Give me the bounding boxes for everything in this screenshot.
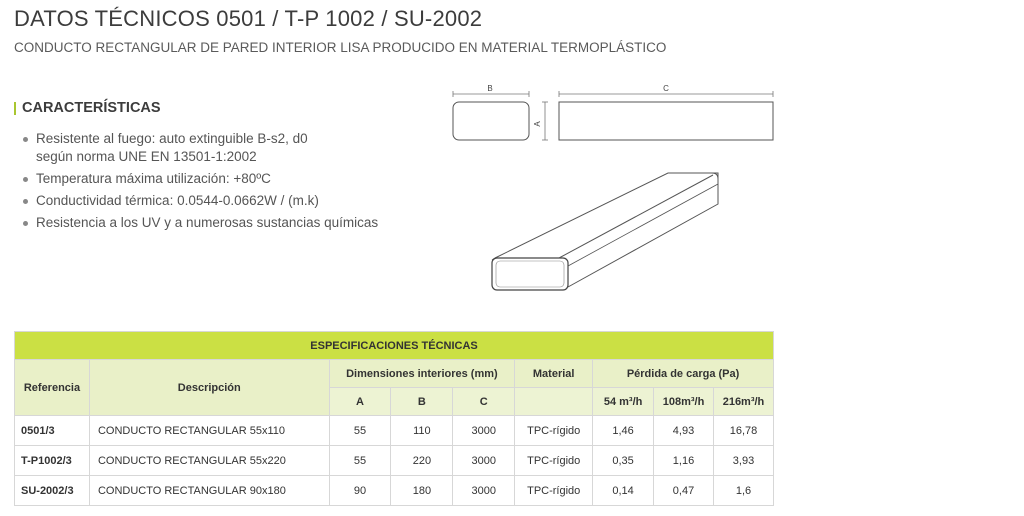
duct-3d-view <box>492 173 718 290</box>
cell-b: 220 <box>391 446 453 476</box>
cell-perdida-54: 1,46 <box>593 416 654 446</box>
cell-a: 55 <box>329 416 391 446</box>
feature-text: Resistente al fuego: auto extinguible B-s2, d0 <box>36 131 308 146</box>
header-descripcion: Descripción <box>89 360 329 416</box>
cell-perdida-108: 4,93 <box>654 416 714 446</box>
feature-item <box>22 192 406 210</box>
cross-section <box>453 102 529 140</box>
header-perdida: Pérdida de carga (Pa) <box>593 360 774 388</box>
cell-perdida-108: 1,16 <box>654 446 714 476</box>
cell-referencia: 0501/3 <box>15 416 90 446</box>
feature-item <box>22 170 406 188</box>
cell-b: 180 <box>391 476 453 506</box>
header-flow-54: 54 m³/h <box>593 388 654 416</box>
cell-perdida-216: 1,6 <box>713 476 773 506</box>
cell-c: 3000 <box>453 446 515 476</box>
feature-text-continued: según norma UNE EN 13501-1:2002 <box>36 149 257 164</box>
header-flow-108: 108m³/h <box>654 388 714 416</box>
cell-material: TPC-rígido <box>515 476 593 506</box>
table-row <box>15 446 774 476</box>
feature-text: Temperatura máxima utilización: +80ºC <box>36 171 271 186</box>
header-c: C <box>453 388 515 416</box>
label-b: B <box>487 84 493 93</box>
cell-material: TPC-rígido <box>515 446 593 476</box>
cell-descripcion: CONDUCTO RECTANGULAR 55x110 <box>89 416 329 446</box>
cell-perdida-216: 16,78 <box>713 416 773 446</box>
header-material-empty <box>515 388 593 416</box>
cell-a: 90 <box>329 476 391 506</box>
accent-bar <box>14 102 16 115</box>
features-heading-label: CARACTERÍSTICAS <box>22 100 161 116</box>
header-material: Material <box>515 360 593 388</box>
cell-perdida-54: 0,35 <box>593 446 654 476</box>
cell-descripcion: CONDUCTO RECTANGULAR 55x220 <box>89 446 329 476</box>
header-dimensiones: Dimensiones interiores (mm) <box>329 360 515 388</box>
cell-a: 55 <box>329 446 391 476</box>
side-view <box>559 102 773 140</box>
page-title: DATOS TÉCNICOS 0501 / T-P 1002 / SU-2002 <box>14 6 483 31</box>
label-c: C <box>663 84 669 93</box>
features-list <box>22 130 406 236</box>
feature-item <box>22 214 406 232</box>
feature-text: Resistencia a los UV y a numerosas sustancias químicas <box>36 215 379 230</box>
page-subtitle: CONDUCTO RECTANGULAR DE PARED INTERIOR LISA PRODUCIDO EN MATERIAL TERMOPLÁSTICO <box>14 40 667 55</box>
duct-diagram <box>440 80 785 305</box>
cell-descripcion: CONDUCTO RECTANGULAR 90x180 <box>89 476 329 506</box>
cell-perdida-54: 0,14 <box>593 476 654 506</box>
specs-table <box>14 331 774 506</box>
header-flow-216: 216m³/h <box>713 388 773 416</box>
cell-perdida-216: 3,93 <box>713 446 773 476</box>
header-b: B <box>391 388 453 416</box>
header-a: A <box>329 388 391 416</box>
cell-b: 110 <box>391 416 453 446</box>
features-heading <box>14 100 161 116</box>
cell-c: 3000 <box>453 476 515 506</box>
table-row <box>15 416 774 446</box>
table-title: ESPECIFICACIONES TÉCNICAS <box>15 332 774 360</box>
label-a: A <box>533 121 542 127</box>
feature-item <box>22 130 406 166</box>
table-row <box>15 476 774 506</box>
cell-c: 3000 <box>453 416 515 446</box>
cell-perdida-108: 0,47 <box>654 476 714 506</box>
feature-text: Conductividad térmica: 0.0544-0.0662W / (m.k) <box>36 193 319 208</box>
cell-material: TPC-rígido <box>515 416 593 446</box>
cell-referencia: T-P1002/3 <box>15 446 90 476</box>
header-referencia: Referencia <box>15 360 90 416</box>
cell-referencia: SU-2002/3 <box>15 476 90 506</box>
